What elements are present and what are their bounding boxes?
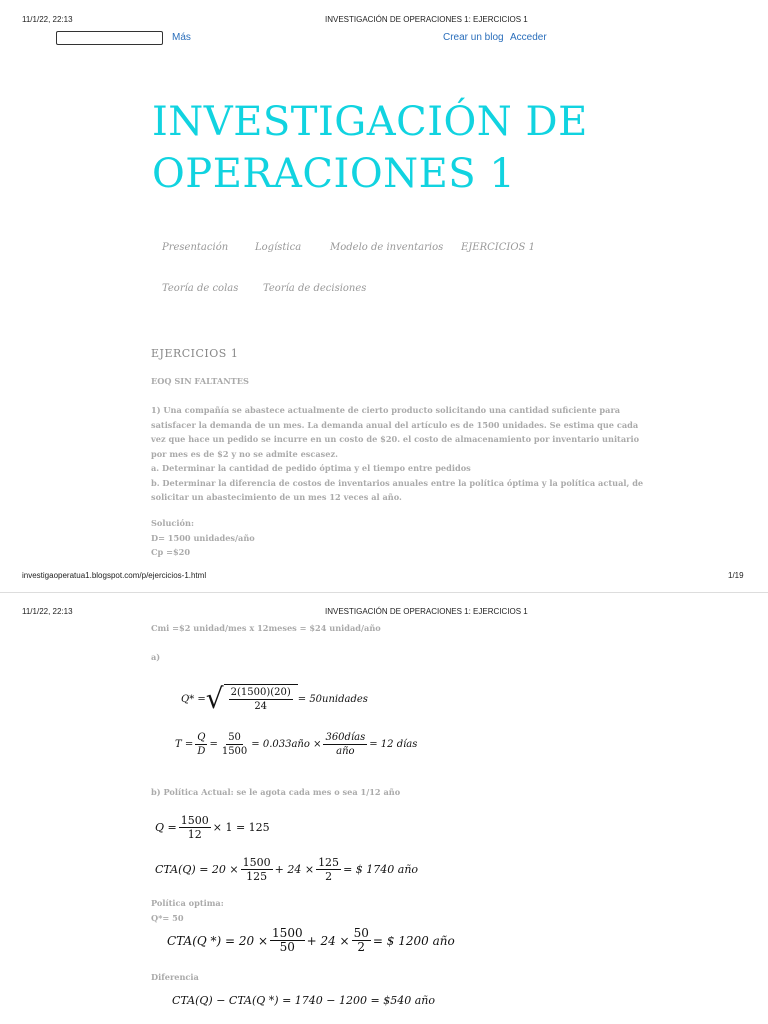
menu-item-presentacion[interactable]: Presentación (162, 242, 229, 253)
menu-item-teoria-colas[interactable]: Teoría de colas (162, 283, 239, 294)
part-a-label: a) (151, 652, 161, 662)
fraction-numerator: 1500 (180, 814, 209, 827)
period-middle: = 0.033año × (251, 739, 322, 750)
part-b-label: b) Política Actual: se le agota cada mes o sea 1/12 año (151, 787, 401, 797)
print-title: INVESTIGACIÓN DE OPERACIONES 1: EJERCICIOS 1 (325, 15, 528, 24)
menu-item-modelo-inventarios[interactable]: Modelo de inventarios (330, 242, 444, 253)
page-divider (0, 592, 768, 593)
holding-cost-line: Cmi =$2 unidad/mes x 12meses = $24 unidad/año (151, 623, 381, 633)
menu-item-logistica[interactable]: Logística (255, 242, 302, 253)
post-title: EJERCICIOS 1 (151, 347, 239, 360)
fraction-numerator: 50 (228, 732, 241, 743)
optimal-q-value: Q*= 50 (151, 912, 184, 923)
fraction-numerator: 1500 (272, 926, 303, 940)
optimal-cost-lhs: CTA(Q *) = 20 × (167, 933, 269, 948)
eoq-lhs: Q* = (181, 693, 206, 705)
menu-item-ejercicios[interactable]: EJERCICIOS 1 (461, 242, 535, 253)
fraction-denominator: 2 (325, 870, 333, 883)
fraction-numerator: 360días (325, 732, 366, 743)
fraction-denominator: 12 (187, 828, 202, 841)
search-input[interactable] (56, 31, 163, 45)
solution-block (151, 516, 255, 560)
current-cost-result: = $ 1740 año (343, 863, 419, 876)
fraction-denominator: año (336, 746, 355, 757)
fraction-numerator: 50 (353, 926, 369, 940)
fraction-denominator: 1500 (221, 746, 248, 757)
eoq-numerator: 2(1500)(20) (230, 687, 291, 698)
optimal-label: Política optima: (151, 898, 224, 908)
given-demand: D= 1500 unidades/año (151, 532, 255, 543)
fraction-numerator: Q (197, 732, 206, 743)
optimal-cost-result: = $ 1200 año (372, 933, 455, 948)
problem-line: a. Determinar la cantidad de pedido óptima y el tiempo entre pedidos (151, 463, 471, 473)
problem-line: por mes es de $2 y no se admite escasez. (151, 448, 338, 459)
fraction-denominator: 2 (357, 940, 366, 954)
optimal-cost-equation (167, 927, 455, 954)
problem-line: 1) Una compañía se abastece actualmente de cierto producto solicitando una cantidad suficiente para (151, 405, 621, 415)
radical-sign: √ (205, 682, 224, 715)
print-footer-url: investigaoperatua1.blogspot.com/p/ejercicios-1.html (22, 571, 207, 580)
eoq-denominator: 24 (254, 701, 268, 712)
blogger-navbar (56, 30, 556, 50)
solution-label: Solución: (151, 518, 194, 528)
difference-equation: CTA(Q) − CTA(Q *) = 1740 − 1200 = $540 año (172, 994, 435, 1007)
eoq-equation (181, 684, 368, 714)
print-title-page-2: INVESTIGACIÓN DE OPERACIONES 1: EJERCICIOS 1 (325, 607, 528, 616)
print-date-page-2: 11/1/22, 22:13 (22, 607, 73, 616)
post-subtitle: EOQ SIN FALTANTES (151, 376, 249, 386)
print-footer-page: 1/19 (728, 571, 744, 580)
problem-line: b. Determinar la diferencia de costos de inventarios anuales entre la política óptima y la política actual, de (151, 477, 644, 488)
difference-label: Diferencia (151, 972, 199, 982)
problem-statement (151, 403, 644, 505)
blog-title-line-2: OPERACIONES 1 (152, 151, 516, 197)
problem-line: solicitar un abastecimiento de un mes 12 veces al año. (151, 492, 402, 502)
current-q-result: × 1 = 125 (212, 821, 270, 834)
current-cost-equation (155, 856, 418, 883)
print-date: 11/1/22, 22:13 (22, 15, 73, 24)
given-order-cost: Cp =$20 (151, 547, 191, 557)
optimal-cost-middle: + 24 × (306, 933, 350, 948)
period-equation (175, 731, 417, 758)
problem-line: vez que hace un pedido se incurre en un costo de $20. el costo de almacenamiento por inventario unitario (151, 434, 640, 444)
fraction-numerator: 1500 (242, 856, 271, 869)
blog-title[interactable] (152, 96, 588, 200)
menu-item-teoria-decisiones[interactable]: Teoría de decisiones (263, 283, 367, 294)
login-link[interactable]: Acceder (510, 32, 547, 43)
fraction-denominator: D (197, 746, 206, 757)
fraction-numerator: 125 (318, 856, 340, 869)
square-root (206, 684, 298, 714)
problem-line: satisfacer la demanda de un mes. La demanda anual del artículo es de 1500 unidades. Se estima que cada (151, 419, 639, 430)
create-blog-link[interactable]: Crear un blog (443, 32, 504, 43)
eoq-result: = 50unidades (297, 693, 368, 705)
fraction-denominator: 125 (246, 870, 268, 883)
current-cost-lhs: CTA(Q) = 20 × (155, 863, 239, 876)
current-q-equation (155, 814, 270, 841)
more-link[interactable]: Más (172, 32, 191, 43)
period-result: = 12 días (369, 739, 418, 750)
fraction-denominator: 50 (279, 940, 295, 954)
period-lhs: T = (175, 739, 194, 750)
current-q-lhs: Q = (155, 821, 177, 834)
current-cost-middle: + 24 × (274, 863, 315, 876)
blog-title-line-1: INVESTIGACIÓN DE (152, 99, 588, 145)
equals-sign: = (209, 739, 218, 750)
optimal-block (151, 896, 224, 925)
